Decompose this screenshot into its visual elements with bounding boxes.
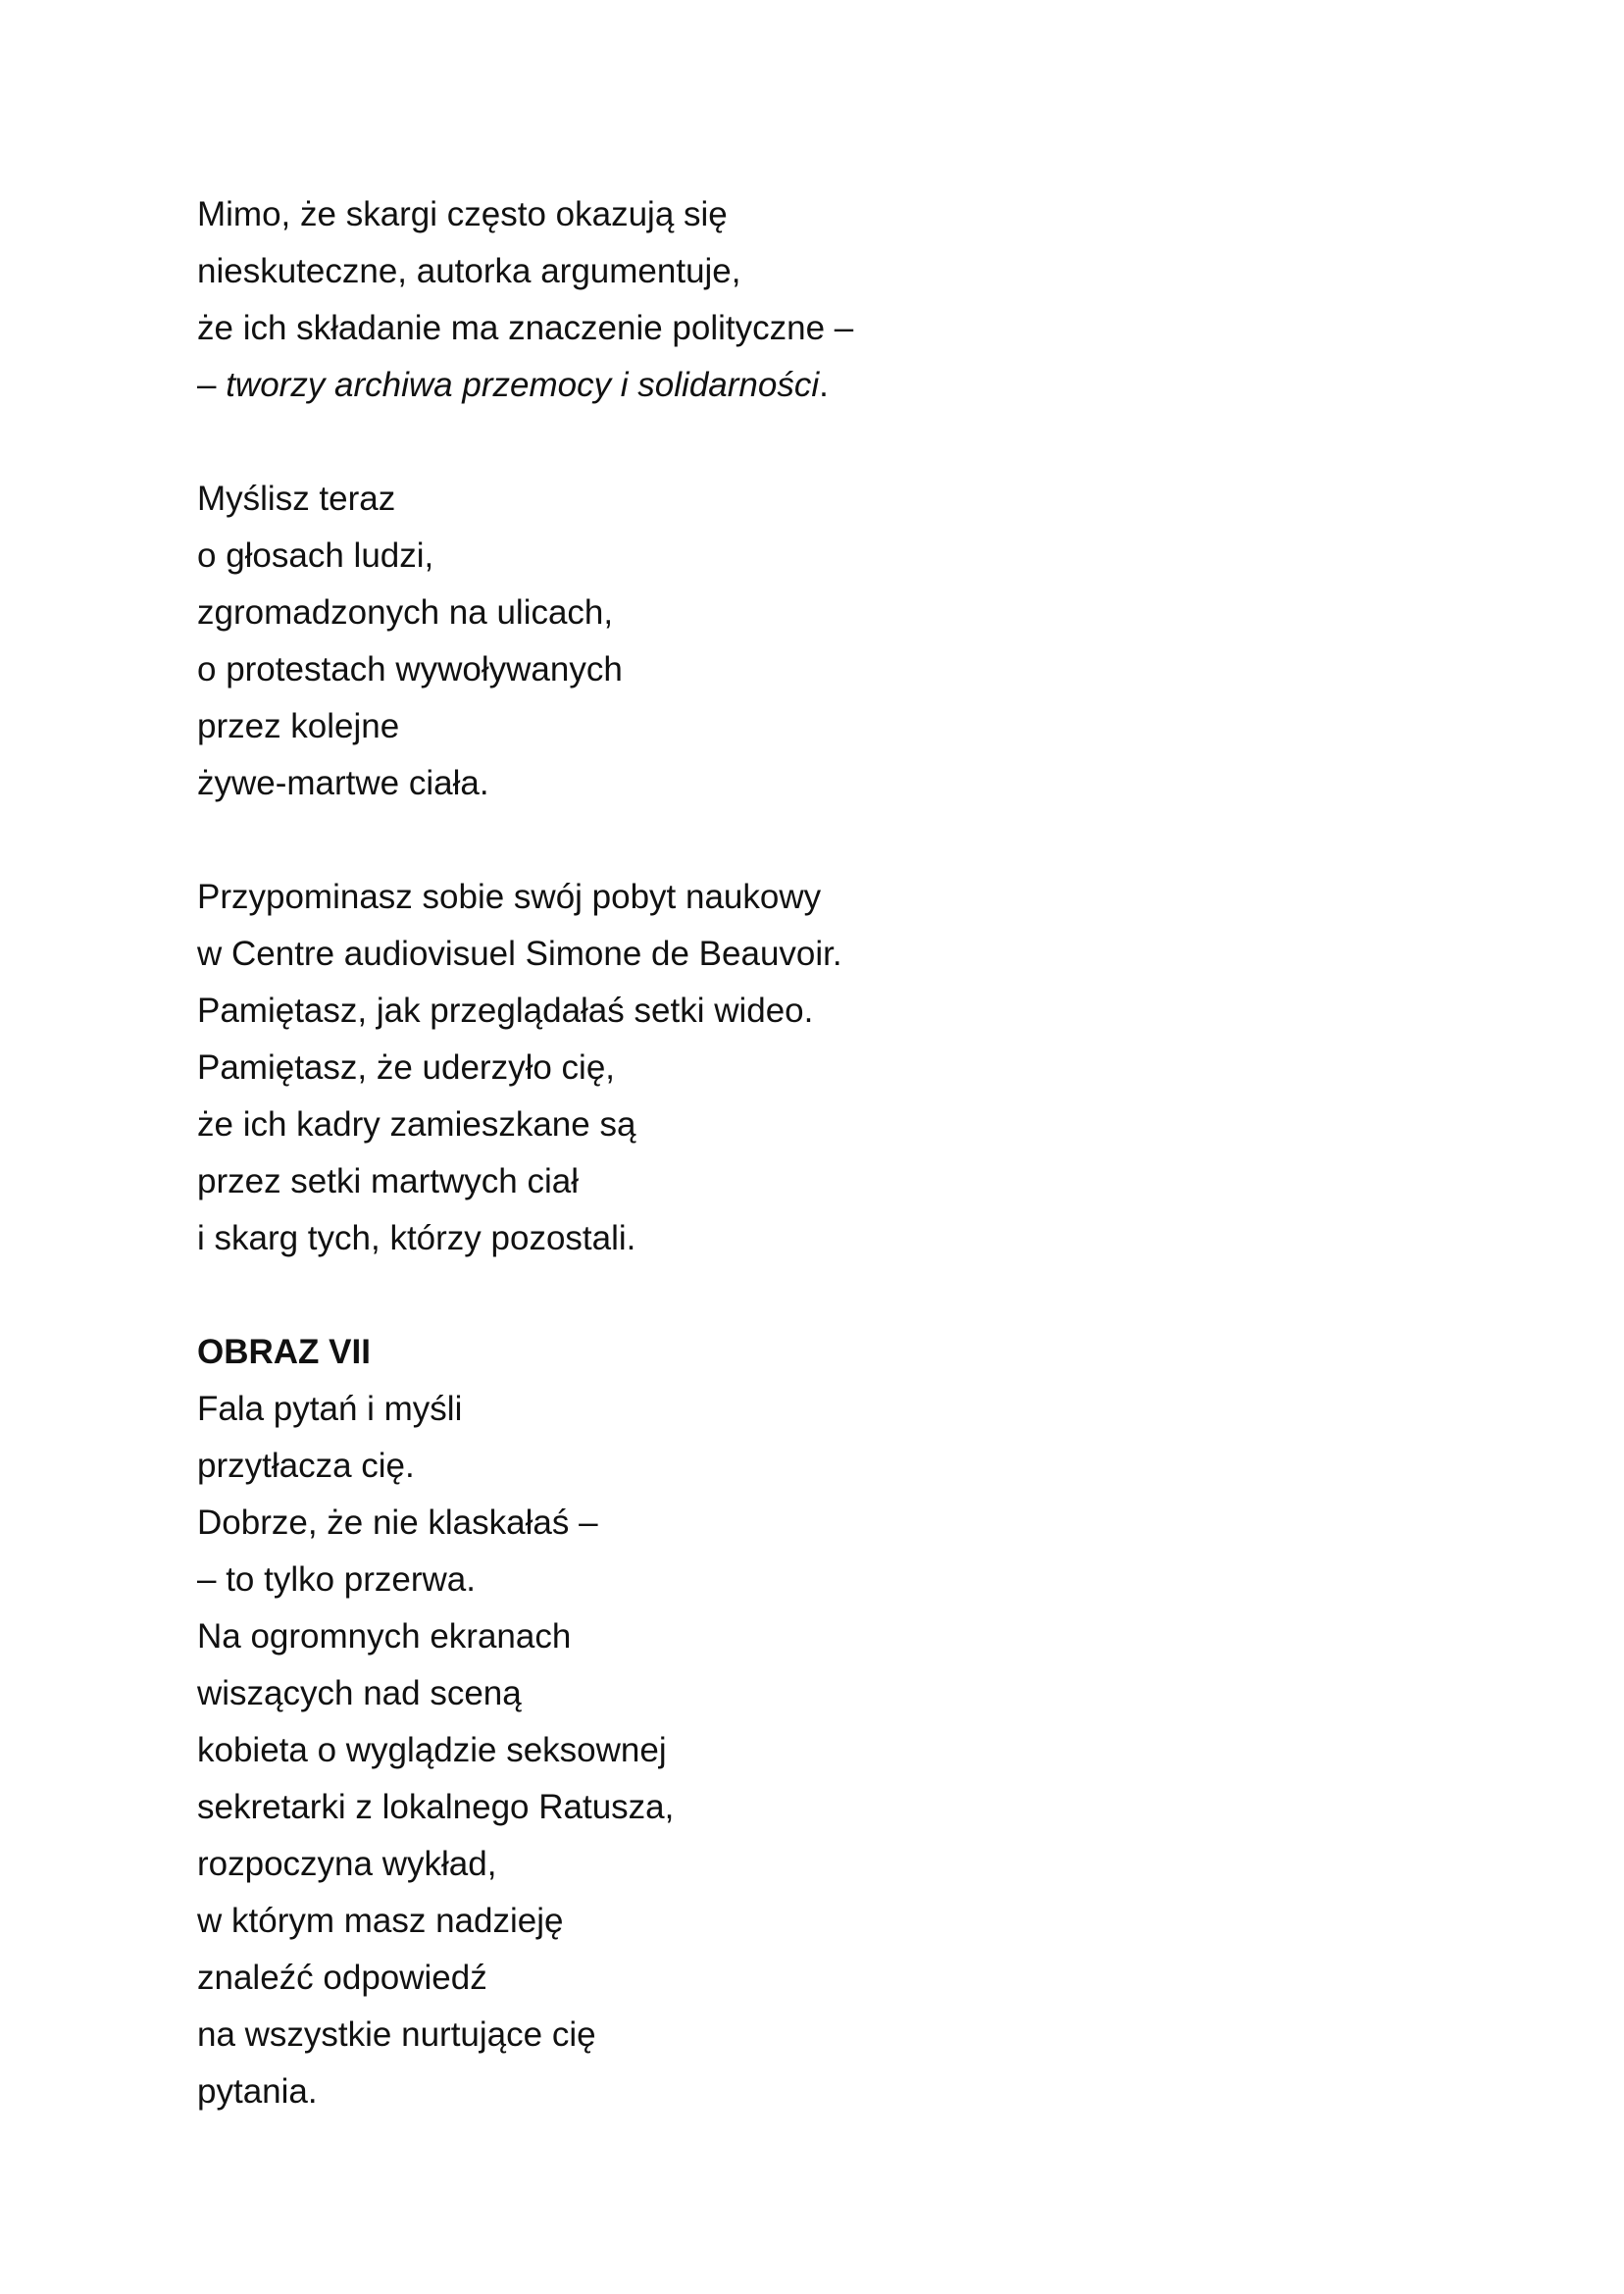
- text-line: Myślisz teraz: [197, 480, 396, 518]
- text-line: Fala pytań i myśli: [197, 1390, 463, 1428]
- text-line: pytania.: [197, 2072, 318, 2111]
- text-line: przytłacza cię.: [197, 1447, 415, 1485]
- section-heading: OBRAZ VII: [197, 1333, 371, 1371]
- italic-phrase: tworzy archiwa przemocy i solidarności: [226, 366, 820, 404]
- stanza-3: [197, 869, 1423, 1267]
- line-suffix: .: [819, 366, 829, 404]
- text-line: że ich składanie ma znaczenie polityczne –: [197, 309, 854, 347]
- text-line: Pamiętasz, że uderzyło cię,: [197, 1048, 616, 1087]
- text-line: przez setki martwych ciał: [197, 1162, 579, 1200]
- stanza-2: [197, 471, 1423, 812]
- text-line: kobieta o wyglądzie seksownej: [197, 1731, 667, 1769]
- text-line: znaleźć odpowiedź: [197, 1959, 487, 1997]
- text-line: Dobrze, że nie klaskałaś –: [197, 1504, 598, 1542]
- text-line: Mimo, że skargi często okazują się: [197, 195, 728, 233]
- text-line: nieskuteczne, autorka argumentuje,: [197, 252, 741, 290]
- stanza-1: [197, 186, 1423, 414]
- text-line: rozpoczyna wykład,: [197, 1845, 497, 1883]
- text-line: sekretarki z lokalnego Ratusza,: [197, 1788, 675, 1826]
- text-line-with-italic: [197, 357, 1423, 414]
- text-line: o głosach ludzi,: [197, 536, 434, 575]
- text-line: Przypominasz sobie swój pobyt naukowy: [197, 878, 822, 916]
- page-content: [197, 186, 1423, 2120]
- text-line: i skarg tych, którzy pozostali.: [197, 1219, 636, 1257]
- text-line: o protestach wywoływanych: [197, 650, 623, 688]
- text-line: – to tylko przerwa.: [197, 1560, 476, 1599]
- line-prefix: –: [197, 366, 227, 404]
- text-line: w którym masz nadzieję: [197, 1902, 564, 1940]
- text-line: na wszystkie nurtujące cię: [197, 2015, 596, 2054]
- text-line: Na ogromnych ekranach: [197, 1617, 572, 1656]
- text-line: żywe-martwe ciała.: [197, 764, 489, 802]
- text-line: wiszących nad sceną: [197, 1674, 522, 1712]
- text-line: w Centre audiovisuel Simone de Beauvoir.: [197, 935, 842, 973]
- text-line: Pamiętasz, jak przeglądałaś setki wideo.: [197, 992, 814, 1030]
- text-line: przez kolejne: [197, 707, 400, 745]
- text-line: że ich kadry zamieszkane są: [197, 1105, 636, 1144]
- text-line: zgromadzonych na ulicach,: [197, 593, 614, 632]
- section-obraz-vii: [197, 1324, 1423, 2120]
